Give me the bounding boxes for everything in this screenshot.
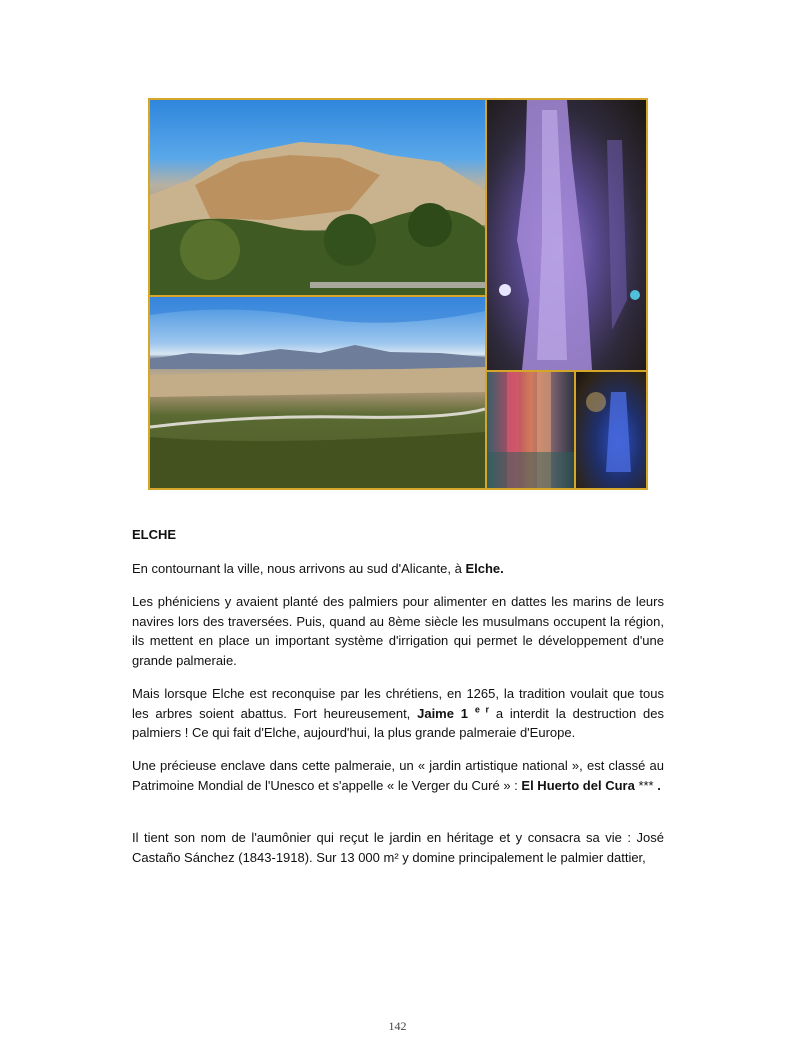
photo-collage — [148, 98, 648, 490]
cliff-photo — [150, 100, 485, 295]
king-name: Jaime 1 — [417, 705, 469, 721]
reconquest-text-before: Mais lorsque Elche est reconquise par les chrétiens, en 1265, la tradition voulait que tous les arbres soient abattus. Fort heureusement, — [132, 686, 664, 721]
enclave-end: . — [657, 777, 661, 793]
paragraph-intro — [132, 559, 664, 579]
cave-red-photo — [487, 372, 574, 488]
paragraph-history — [132, 592, 664, 670]
intro-text: En contournant la ville, nous arrivons au sud d'Alicante, à — [132, 561, 466, 576]
section-heading: ELCHE — [132, 527, 177, 542]
valley-photo — [150, 297, 485, 488]
king-ordinal-sup: e r — [474, 704, 490, 715]
reconquest-text-after: a interdit la destruction des palmiers ! Ce qui fait d'Elche, aujourd'hui, la plus grande palmeraie d'Europe. — [132, 705, 665, 740]
cave-blue-photo — [576, 372, 646, 488]
garden-name: El Huerto del Cura — [521, 777, 635, 793]
enclave-text: Une précieuse enclave dans cette palmeraie, un « jardin artistique national », est classé au Patrimoine Mondial de l'Unesco et s'appelle « le Verger du Curé » : — [132, 758, 664, 793]
cave-column-photo — [487, 100, 646, 370]
chaplain-text: Il tient son nom de l'aumônier qui reçut le jardin en héritage et y consacra sa vie : José Castaño Sánchez (1843-1918). Sur 13 000 m² y domine principalement le palmier dattier, — [132, 830, 664, 865]
paragraph-chaplain — [132, 828, 664, 867]
paragraph-enclave — [132, 756, 664, 795]
history-text: Les phéniciens y avaient planté des palmiers pour alimenter en dattes les marins de leurs navires lors des traversées. Puis, quand au 8ème siècle les musulmans occupent la région, ils mettent en place un important système d'irrigation qui permet le développement d'une grande palmeraie. — [132, 594, 664, 668]
page-number: 142 — [388, 1019, 407, 1033]
rating-stars: *** — [634, 777, 658, 793]
paragraph-reconquest — [132, 684, 664, 743]
intro-bold-city: Elche. — [465, 561, 504, 576]
